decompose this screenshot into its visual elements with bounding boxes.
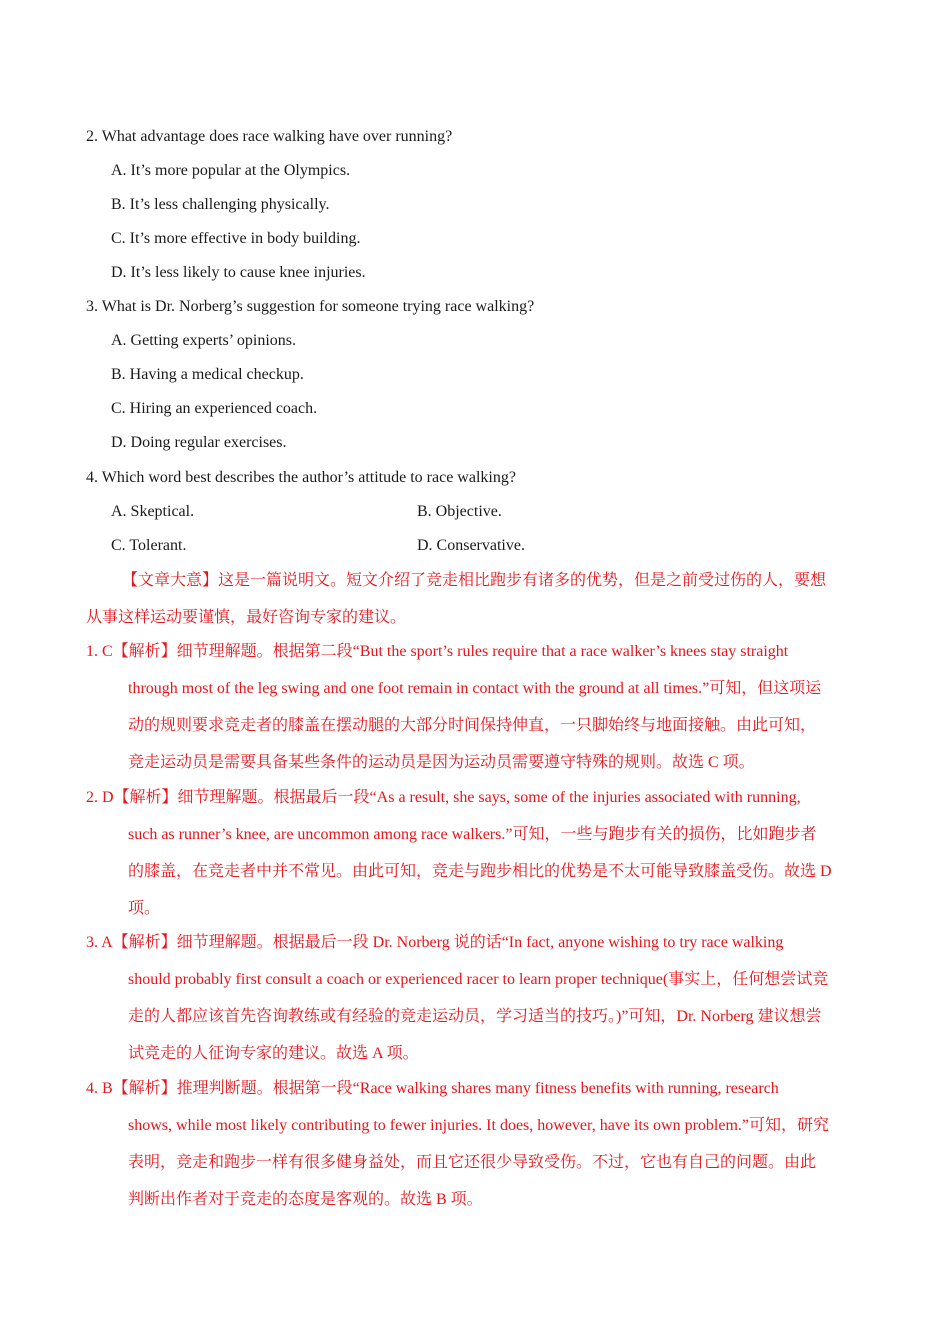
explanation-line: 项。 (128, 900, 161, 917)
question-3-option-b: B. Having a medical checkup. (111, 366, 304, 383)
question-3-option-d: D. Doing regular exercises. (111, 434, 287, 451)
explanation-line: through most of the leg swing and one foot remain in contact with the ground at all times.”可知，但这项运 (128, 680, 822, 697)
explanation-3 (86, 924, 876, 1072)
summary-line-2: 从事这样运动要谨慎，最好咨询专家的建议。 (86, 609, 407, 626)
question-2-option-d: D. It’s less likely to cause knee injuries. (111, 264, 366, 281)
explanation-line: such as runner’s knee, are uncommon among race walkers.”可知，一些与跑步有关的损伤，比如跑步者 (128, 826, 817, 843)
explanation-line: 判断出作者对于竞走的态度是客观的。故选 B 项。 (128, 1191, 483, 1208)
question-3-option-a: A. Getting experts’ opinions. (111, 332, 297, 349)
question-4-stem: 4. Which word best describes the author’s attitude to race walking? (86, 469, 516, 486)
explanation-line: 表明，竞走和跑步一样有很多健身益处，而且它还很少导致受伤。不过，它也有自己的问题。由此 (128, 1154, 817, 1171)
question-2-option-c: C. It’s more effective in body building. (111, 230, 361, 247)
explanation-line: 3. A【解析】细节理解题。根据最后一段 Dr. Norberg 说的话“In fact, anyone wishing to try race walking (86, 934, 784, 951)
explanation-2 (86, 779, 876, 927)
explanation-line: 试竞走的人征询专家的建议。故选 A 项。 (128, 1045, 419, 1062)
explanation-line: 竞走运动员是需要具备某些条件的运动员是因为运动员需要遵守特殊的规则。故选 C 项。 (128, 754, 755, 771)
explanation-line: 2. D【解析】细节理解题。根据最后一段“As a result, she says, some of the injuries associated with running, (86, 789, 801, 806)
question-3-stem: 3. What is Dr. Norberg’s suggestion for someone trying race walking? (86, 298, 535, 315)
explanation-line: 的膝盖，在竞走者中并不常见。由此可知，竞走与跑步相比的优势是不太可能导致膝盖受伤。故选 D (128, 863, 832, 880)
explanation-line: shows, while most likely contributing to fewer injuries. It does, however, have its own problem.”可知，研究 (128, 1117, 830, 1134)
question-2-option-a: A. It’s more popular at the Olympics. (111, 162, 351, 179)
question-2-option-b: B. It’s less challenging physically. (111, 196, 330, 213)
question-2-stem: 2. What advantage does race walking have over running? (86, 128, 453, 145)
question-3-option-c: C. Hiring an experienced coach. (111, 400, 318, 417)
explanation-line: 1. C【解析】细节理解题。根据第二段“But the sport’s rules require that a race walker’s knees stay straight (86, 643, 789, 660)
summary-line-1: 【文章大意】这是一篇说明文。短文介绍了竞走相比跑步有诸多的优势，但是之前受过伤的人，要想 (122, 572, 827, 589)
explanation-line: 动的规则要求竞走者的膝盖在摆动腿的大部分时间保持伸直，一只脚始终与地面接触。由此可知， (128, 717, 817, 734)
question-4-option-d: D. Conservative. (417, 537, 525, 554)
explanation-line: should probably first consult a coach or experienced racer to learn proper technique(事实上，任何想尝试竞 (128, 971, 829, 988)
explanation-line: 走的人都应该首先咨询教练或有经验的竞走运动员，学习适当的技巧。)”可知，Dr. Norberg 建议想尝 (128, 1008, 822, 1025)
explanation-4 (86, 1070, 876, 1218)
explanation-1 (86, 633, 876, 781)
article-summary (86, 562, 876, 636)
question-4-option-b: B. Objective. (417, 503, 502, 520)
explanation-line: 4. B【解析】推理判断题。根据第一段“Race walking shares many fitness benefits with running, research (86, 1080, 779, 1097)
question-4-option-c: C. Tolerant. (111, 537, 187, 554)
question-4-option-a: A. Skeptical. (111, 503, 195, 520)
